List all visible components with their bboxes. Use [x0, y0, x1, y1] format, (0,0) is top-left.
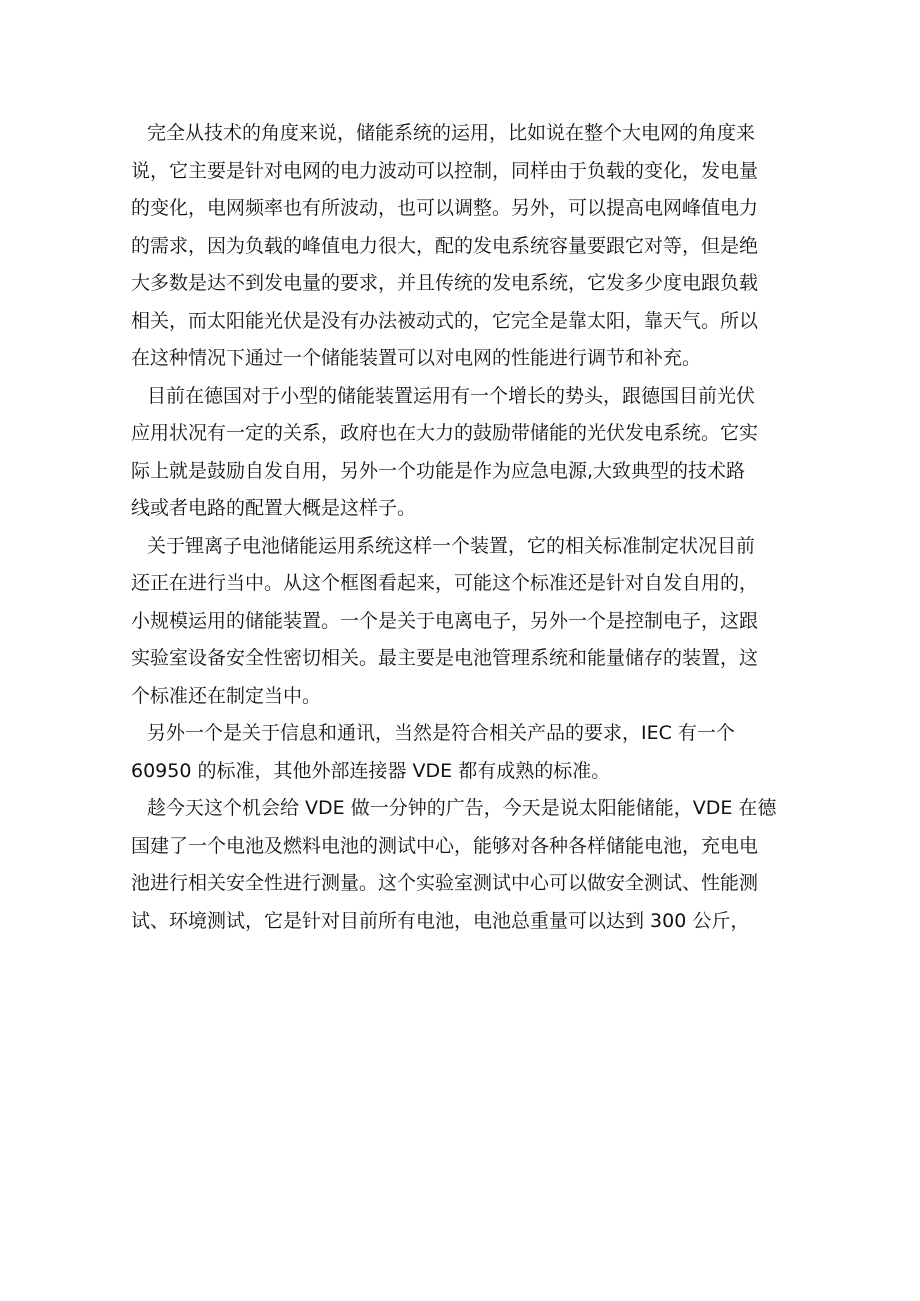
text-line: 小规模运用的储能装置。一个是关于电离电子，另外一个是控制电子，这跟 — [131, 609, 759, 632]
document-body — [131, 115, 803, 940]
text-line: 另外一个是关于信息和通讯，当然是符合相关产品的要求，IEC 有一个 — [147, 722, 735, 744]
text-line: 完全从技术的角度来说，储能系统的运用，比如说在整个大电网的角度来 — [147, 122, 756, 144]
text-line: 说，它主要是针对电网的电力波动可以控制，同样由于负载的变化，发电量 — [131, 159, 759, 182]
text-line: 相关，而太阳能光伏是没有办法被动式的，它完全是靠太阳，靠天气。所以 — [131, 309, 759, 332]
text-line: 试、环境测试，它是针对目前所有电池，电池总重量可以达到 300 公斤， — [131, 909, 750, 932]
text-line: 大多数是达不到发电量的要求，并且传统的发电系统，它发多少度电跟负载 — [131, 272, 759, 294]
text-line: 应用状况有一定的关系，政府也在大力的鼓励带储能的光伏发电系统。它实 — [131, 422, 759, 444]
text-line: 趁今天这个机会给 VDE 做一分钟的广告，今天是说太阳能储能，VDE 在德 — [147, 797, 777, 819]
text-line: 还正在进行当中。从这个框图看起来，可能这个标准还是针对自发自用的， — [131, 572, 759, 594]
paragraph-lithium-standards — [131, 528, 803, 716]
text-line: 60950 的标准，其他外部连接器 VDE 都有成熟的标准。 — [131, 759, 611, 782]
paragraph-germany-storage — [131, 378, 803, 528]
text-line: 的变化，电网频率也有所波动，也可以调整。另外，可以提高电网峰值电力 — [131, 197, 759, 219]
text-line: 际上就是鼓励自发自用，另外一个功能是作为应急电源,大致典型的技术路 — [131, 459, 746, 482]
text-line: 池进行相关安全性进行测量。这个实验室测试中心可以做安全测试、性能测 — [131, 872, 759, 894]
text-line: 目前在德国对于小型的储能装置运用有一个增长的势头，跟德国目前光伏 — [147, 384, 756, 407]
text-line: 在这种情况下通过一个储能装置可以对电网的性能进行调节和补充。 — [131, 347, 702, 369]
paragraph-vde-test-center — [131, 790, 803, 940]
text-line: 关于锂离子电池储能运用系统这样一个装置，它的相关标准制定状况目前 — [147, 534, 756, 557]
text-line: 个标准还在制定当中。 — [131, 684, 322, 707]
text-line: 线或者电路的配置大概是这样子。 — [131, 497, 417, 519]
text-line: 的需求，因为负载的峰值电力很大，配的发电系统容量要跟它对等，但是绝 — [131, 234, 759, 257]
paragraph-energy-storage-grid — [131, 115, 803, 378]
text-line: 国建了一个电池及燃料电池的测试中心，能够对各种各样储能电池，充电电 — [131, 834, 759, 857]
paragraph-information-communication — [131, 715, 803, 790]
text-line: 实验室设备安全性密切相关。最主要是电池管理系统和能量储存的装置，这 — [131, 647, 759, 669]
